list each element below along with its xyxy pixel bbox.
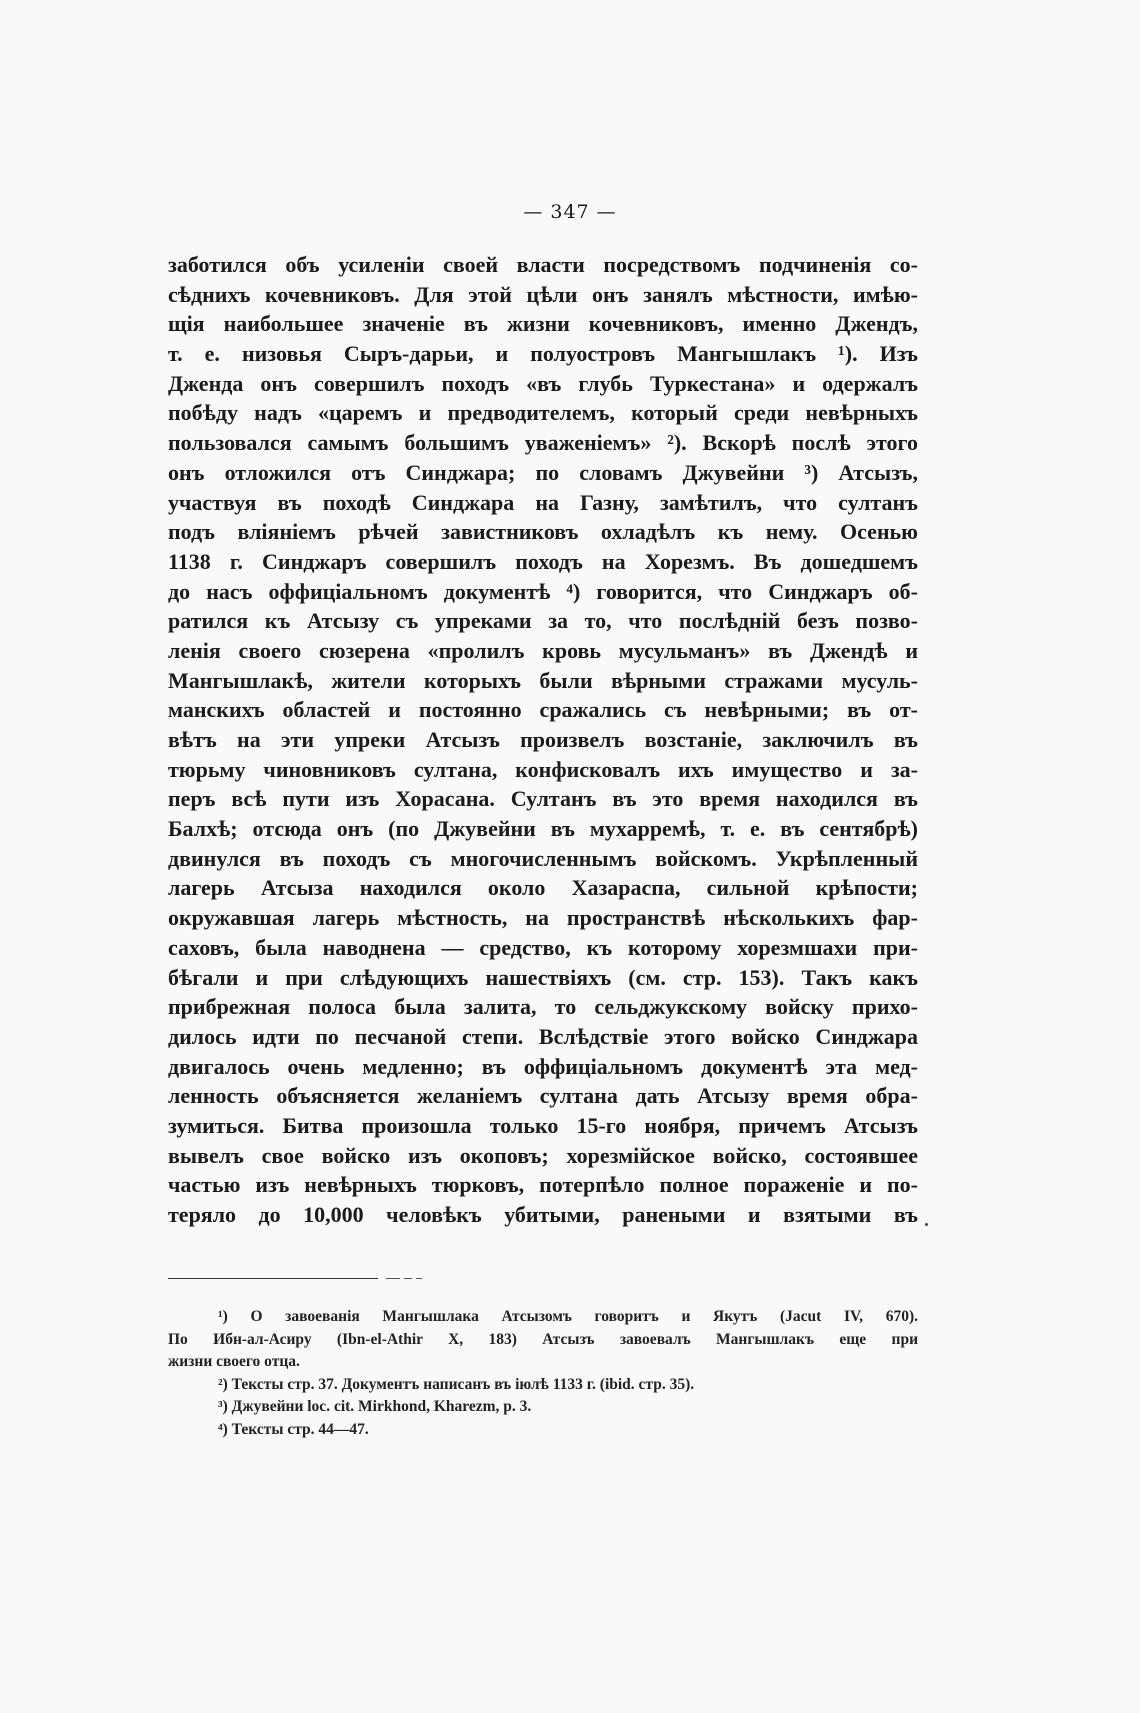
- body-text: [168, 250, 918, 1230]
- footnote-3: ³) Джувейни loc. cit. Mirkhond, Kharezm, p. 3.: [218, 1398, 532, 1415]
- text-line: двигалось очень медленно; въ оффиціальномъ документѣ эта мед-: [168, 1053, 918, 1079]
- text-line: теряло до 10,000 человѣкъ убитыми, ранеными и взятыми въ: [168, 1202, 918, 1227]
- text-line: пользовался самымъ большимъ уваженіемъ» ²). Вскорѣ послѣ этого: [168, 430, 918, 456]
- text-line: т. е. низовья Сыръ-дарьи, и полуостровъ Мангышлакъ ¹). Изъ: [168, 341, 918, 367]
- text-line: Балхѣ; отсюда онъ (по Джувейни въ мухарремѣ, т. е. въ сентябрѣ): [168, 816, 918, 842]
- footnote-1-line: По Ибн-ал-Асиру (Ibn-el-Athir X, 183) Атсызъ завоевалъ Мангышлакъ еще при: [168, 1330, 918, 1348]
- text-line: ленія своего сюзерена «пролилъ кровь мусульманъ» въ Джендѣ и: [168, 637, 918, 663]
- footnote-2: ²) Тексты стр. 37. Документъ написанъ въ іюлѣ 1133 г. (ibid. стр. 35).: [218, 1375, 695, 1393]
- text-line: сѣднихъ кочевниковъ. Для этой цѣли онъ занялъ мѣстности, имѣю-: [168, 281, 918, 307]
- footnotes: [168, 1306, 918, 1441]
- footnote-rule-dash: [416, 1278, 422, 1279]
- text-line: тюрьму чиновниковъ султана, конфисковалъ ихъ имущество и за-: [168, 756, 918, 782]
- text-line: саховъ, была наводнена — средство, къ которому хорезмшахи при-: [168, 934, 918, 960]
- stray-mark: [925, 1223, 928, 1226]
- text-line: манскихъ областей и постоянно сражались съ невѣрными; въ от-: [168, 697, 918, 723]
- text-line: лагерь Атсыза находился около Хазараспа, сильной крѣпости;: [168, 875, 918, 901]
- footnote-rule: [168, 1278, 378, 1279]
- page-number: — 347 —: [523, 201, 617, 223]
- text-line: бѣгали и при слѣдующихъ нашествіяхъ (см. стр. 153). Такъ какъ: [168, 964, 918, 990]
- text-line: до насъ оффиціальномъ документѣ ⁴) говорится, что Синджаръ об-: [168, 578, 918, 604]
- footnote-1-line: жизни своего отца.: [168, 1353, 300, 1370]
- text-line: 1138 г. Синджаръ совершилъ походъ на Хорезмъ. Въ дошедшемъ: [168, 548, 918, 574]
- text-line: двинулся въ походъ съ многочисленнымъ войскомъ. Укрѣпленный: [168, 845, 918, 871]
- text-line: участвуя въ походѣ Синджара на Газну, замѣтилъ, что султанъ: [168, 489, 918, 515]
- text-line: Дженда онъ совершилъ походъ «въ глубь Туркестана» и одержалъ: [168, 370, 918, 396]
- text-line: подъ вліяніемъ рѣчей завистниковъ охладѣлъ къ нему. Осенью: [168, 519, 918, 545]
- text-line: щія наибольшее значеніе въ жизни кочевниковъ, именно Джендъ,: [168, 311, 918, 337]
- text-line: перъ всѣ пути изъ Хорасана. Султанъ въ это время находился въ: [168, 786, 918, 812]
- text-line: дилось идти по песчаной степи. Вслѣдствіе этого войско Синджара: [168, 1023, 918, 1049]
- text-line: вѣтъ на эти упреки Атсызъ произвелъ возстаніе, заключилъ въ: [168, 727, 918, 752]
- text-line: прибрежная полоса была залита, то сельджукскому войску прихо-: [168, 994, 918, 1020]
- text-line: онъ отложился отъ Синджара; по словамъ Джувейни ³) Атсызъ,: [168, 459, 918, 485]
- text-line: частью изъ невѣрныхъ тюрковъ, потерпѣло полное пораженіе и по-: [168, 1172, 918, 1198]
- text-line: заботился объ усиленіи своей власти посредствомъ подчиненія со-: [168, 252, 918, 277]
- footnote-rule-dash: [386, 1278, 400, 1279]
- text-line: ратился къ Атсызу съ упреками за то, что послѣдній безъ позво-: [168, 608, 918, 634]
- footnote-rule-dash: [404, 1278, 412, 1279]
- footnote-1-line: ¹) О завоеванія Мангышлака Атсызомъ говоритъ и Якутъ (Jacut IV, 670).: [218, 1308, 918, 1325]
- text-line: ленность объясняется желаніемъ султана дать Атсызу время обра-: [168, 1083, 918, 1109]
- footnote-4: ⁴) Тексты стр. 44—47.: [218, 1420, 369, 1438]
- text-line: окружавшая лагерь мѣстность, на пространствѣ нѣсколькихъ фар-: [168, 905, 918, 931]
- text-line: вывелъ свое войско изъ окоповъ; хорезмійское войско, состоявшее: [168, 1142, 918, 1168]
- text-line: Мангышлакѣ, жители которыхъ были вѣрными стражами мусуль-: [168, 667, 918, 693]
- text-line: зумиться. Битва произошла только 15-го ноября, причемъ Атсызъ: [168, 1112, 918, 1138]
- text-line: побѣду надъ «царемъ и предводителемъ, который среди невѣрныхъ: [168, 400, 918, 426]
